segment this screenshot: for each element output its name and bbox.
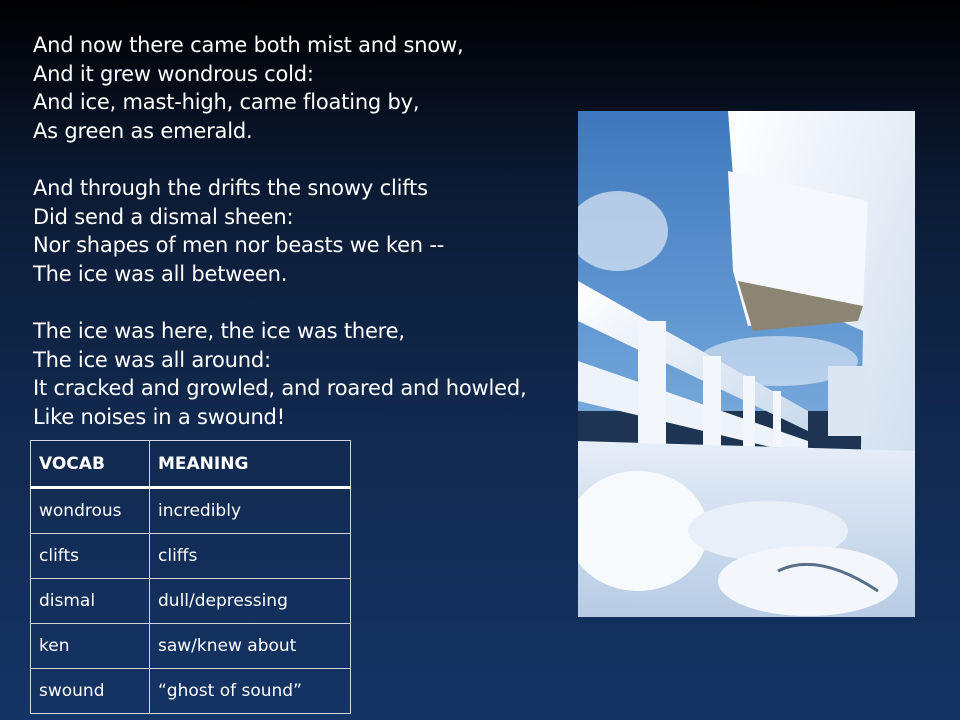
icy-ship-deck-illustration: [578, 111, 915, 617]
poem-line: Nor shapes of men nor beasts we ken --: [33, 233, 445, 258]
meaning-column-header: MEANING: [150, 441, 351, 488]
poem-stanza-3: [33, 317, 593, 431]
vocab-word-cell: swound: [31, 669, 150, 714]
vocab-word-cell: dismal: [31, 579, 150, 624]
vocab-header-row: [31, 441, 351, 488]
poem-line: And ice, mast-high, came floating by,: [33, 90, 420, 115]
poem-stanza-1: [33, 31, 593, 145]
table-row: [31, 624, 351, 669]
table-row: [31, 669, 351, 714]
poem-text: [33, 31, 593, 431]
vocab-meaning-cell: saw/knew about: [150, 624, 351, 669]
poem-line: And it grew wondrous cold:: [33, 61, 314, 86]
table-row: [31, 579, 351, 624]
icy-ship-deck-photo: [578, 111, 915, 617]
vocab-word-cell: clifts: [31, 534, 150, 579]
poem-line: Did send a dismal sheen:: [33, 204, 294, 229]
poem-line: The ice was all around:: [33, 347, 271, 372]
vocab-meaning-cell: dull/depressing: [150, 579, 351, 624]
poem-line: As green as emerald.: [33, 118, 253, 143]
poem-stanza-2: [33, 174, 593, 288]
vocab-word-cell: wondrous: [31, 488, 150, 534]
poem-line: The ice was here, the ice was there,: [33, 318, 405, 343]
vocab-word-cell: ken: [31, 624, 150, 669]
poem-line: Like noises in a swound!: [33, 404, 285, 429]
vocab-column-header: VOCAB: [31, 441, 150, 488]
vocab-meaning-cell: cliffs: [150, 534, 351, 579]
poem-line: And now there came both mist and snow,: [33, 33, 464, 57]
poem-line: The ice was all between.: [33, 261, 288, 286]
vocab-meaning-cell: “ghost of sound”: [150, 669, 351, 714]
vocab-table: [30, 440, 351, 714]
table-row: [31, 534, 351, 579]
table-row: [31, 488, 351, 534]
vocab-meaning-cell: incredibly: [150, 488, 351, 534]
poem-line: And through the drifts the snowy clifts: [33, 175, 428, 200]
poem-line: It cracked and growled, and roared and howled,: [33, 376, 527, 401]
